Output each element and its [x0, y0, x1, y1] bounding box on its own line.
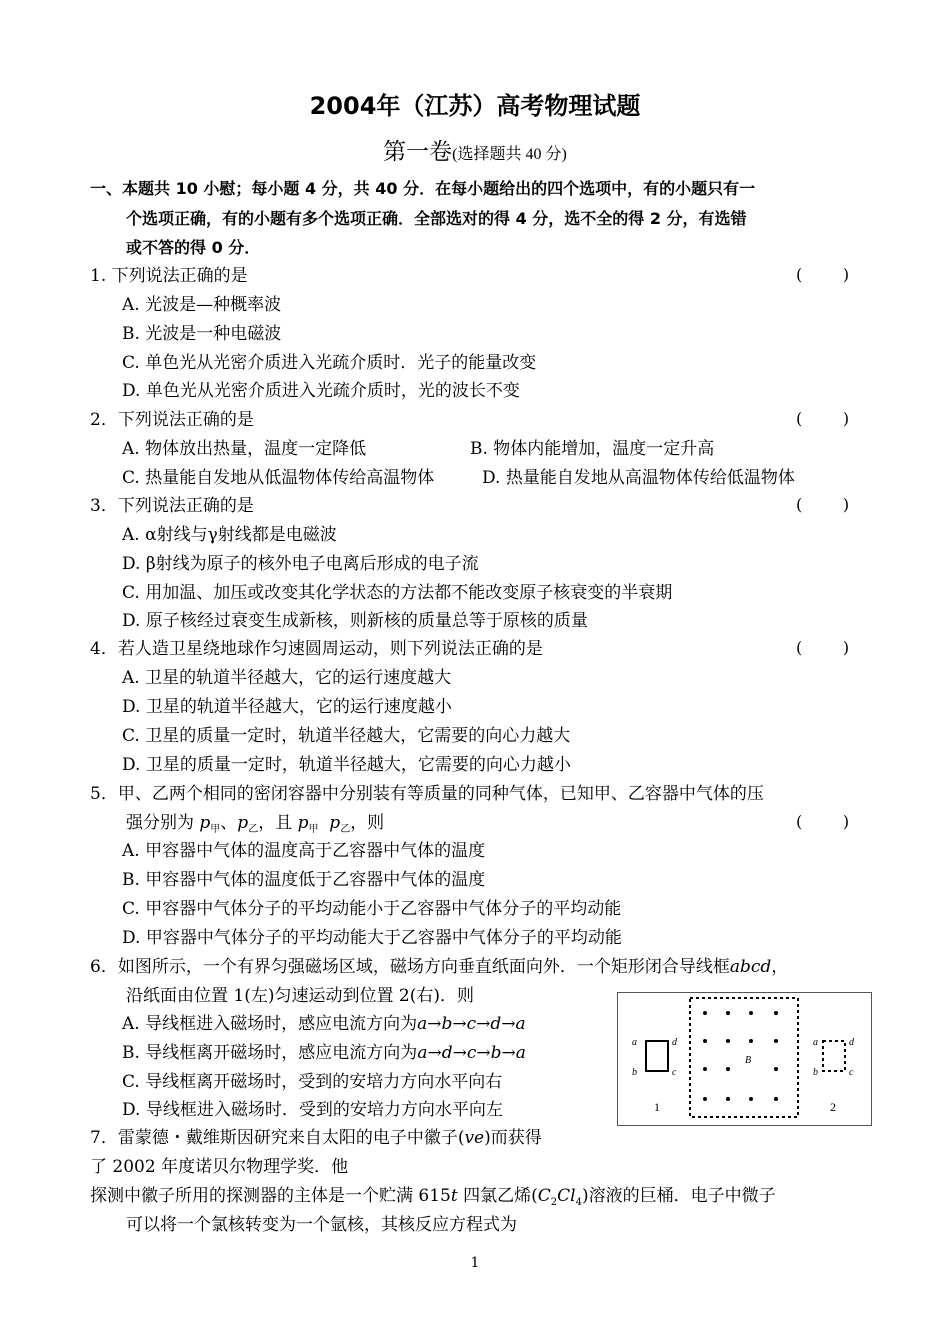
q3-option-d: D. 原子核经过衰变生成新核，则新核的质量总等于原核的质量	[122, 611, 588, 631]
q7-unit-t: t	[450, 1186, 458, 1206]
subscript-yi: 乙	[248, 824, 259, 835]
q2-answer-blank: ( )	[796, 409, 850, 428]
q7-line-4: 可以将一个氯核转变为一个氩核，其核反应方程式为	[126, 1215, 517, 1235]
q2-option-c: C. 热量能自发地从低温物体传给高温物体	[122, 468, 435, 488]
formula-Cl: Cl	[557, 1186, 576, 1206]
section-title-note: (选择题共 40 分)	[452, 146, 567, 163]
q6-option-b-text: B. 导线框离开磁场时，感应电流方向为	[122, 1043, 418, 1063]
q6-option-a-text: A. 导线框进入磁场时，感应电流方向为	[122, 1014, 418, 1034]
instruction-line-2: 个选项正确，有的小题有多个选项正确．全部选对的得 4 分，选不全的得 2 分，有选错	[126, 209, 747, 228]
label-position-1: 1	[654, 1100, 660, 1114]
label-b1: b	[632, 1067, 637, 1078]
formula-sub-2: 2	[550, 1197, 558, 1208]
page-number: 1	[470, 1255, 480, 1271]
q5-and: ，且	[258, 813, 293, 833]
q1-stem: 1. 下列说法正确的是	[90, 266, 248, 286]
q4-option-b: D. 卫星的轨道半径越大，它的运行速度越小	[122, 697, 452, 717]
instruction-line-3: 或不答的得 0 分．	[126, 238, 261, 257]
q1-option-a: A. 光波是—种概率波	[122, 295, 282, 315]
q6-option-c: C. 导线框离开磁场时，受到的安培力方向水平向右	[122, 1072, 503, 1092]
instruction-line-1: 一、本题共 10 小慰；每小题 4 分，共 40 分．在每小题给出的四个选项中，有的小题只有一	[90, 179, 756, 198]
q6-option-d: D. 导线框进入磁场时．受到的安培力方向水平向左	[122, 1100, 503, 1120]
label-position-2: 2	[830, 1100, 836, 1114]
q4-option-d: D. 卫星的质量一定时，轨道半径越大，它需要的向心力越小	[122, 755, 571, 775]
frame-abcd: abcd	[729, 957, 772, 977]
label-a2: a	[813, 1037, 818, 1048]
loop-position-2	[823, 1041, 845, 1071]
p-symbol: p	[329, 813, 341, 833]
q2-option-b: B. 物体内能增加，温度一定升高	[470, 439, 715, 459]
label-c2: c	[849, 1067, 854, 1078]
q3-option-b: D. β射线为原子的核外电子电离后形成的电子流	[122, 554, 479, 574]
q5-option-d: D. 甲容器中气体分子的平均动能大于乙容器中气体分子的平均动能	[122, 928, 622, 948]
subscript-jia: 甲	[210, 824, 221, 835]
separator: 、	[220, 813, 238, 833]
formula-C: C	[537, 1186, 551, 1206]
q6-option-b	[122, 1042, 526, 1064]
q6-stem-line-2: 沿纸面由位置 1(左)匀速运动到位置 2(右)．则	[126, 986, 474, 1006]
figure-drawing	[618, 993, 871, 1125]
q5-stem: 5．甲、乙两个相同的密闭容器中分别装有等质量的同种气体，已知甲、乙容器中气体的压	[90, 784, 764, 804]
label-d1: d	[672, 1037, 677, 1048]
q4-option-c: C. 卫星的质量一定时，轨道半径越大，它需要的向心力越大	[122, 726, 571, 746]
magnetic-field-figure	[617, 992, 872, 1126]
loop-position-1	[646, 1041, 668, 1071]
p-symbol: p	[199, 813, 211, 833]
q7-line-3-end: )溶液的巨桶．电子中微子	[581, 1186, 776, 1206]
p-symbol: p	[297, 813, 309, 833]
q5-stem-line-2	[126, 812, 384, 841]
label-c1: c	[672, 1067, 677, 1078]
q6-option-a-sequence: a→b→c→d→a	[417, 1014, 526, 1034]
q5-answer-blank: ( )	[796, 812, 850, 831]
q5-option-c: C. 甲容器中气体分子的平均动能小于乙容器中气体分子的平均动能	[122, 899, 622, 919]
q7-ve: ve	[464, 1128, 485, 1148]
q7-line-1-text: 7．雷蒙德・戴维斯因研究来自太阳的电子中徽子(	[90, 1128, 465, 1148]
q2-option-a: A. 物体放出热量，温度一定降低	[122, 439, 367, 459]
subscript-jia: 甲	[308, 824, 319, 835]
q3-option-c: C. 用加温、加压或改变其化学状态的方法都不能改变原子核衰变的半衰期	[122, 583, 673, 603]
q7-line-3-text: 探测中徽子所用的探测器的主体是一个贮满 615	[90, 1186, 451, 1206]
q6-option-a	[122, 1013, 526, 1035]
q5-option-b: B. 甲容器中气体的温度低于乙容器中气体的温度	[122, 870, 486, 890]
q6-comma: ，	[771, 957, 789, 977]
q5-then: ，则	[350, 813, 385, 833]
q4-answer-blank: ( )	[796, 638, 850, 657]
p-symbol: p	[237, 813, 249, 833]
q3-stem: 3．下列说法正确的是	[90, 496, 254, 516]
q3-answer-blank: ( )	[796, 495, 850, 514]
label-B: B	[745, 1055, 752, 1066]
q2-stem: 2．下列说法正确的是	[90, 410, 254, 430]
q1-option-b: B. 光波是一种电磁波	[122, 324, 282, 344]
label-a1: a	[632, 1037, 637, 1048]
q6-option-b-sequence: a→d→c→b→a	[417, 1043, 526, 1063]
q7-line-1-end: )而获得	[484, 1128, 542, 1148]
field-dots	[703, 1011, 778, 1101]
q1-option-c: C. 单色光从光密介质进入光疏介质时．光子的能量改变	[122, 353, 537, 373]
q5-option-a: A. 甲容器中气体的温度高于乙容器中气体的温度	[122, 841, 486, 861]
q3-option-a: A. α射线与γ射线都是电磁波	[122, 525, 337, 545]
q4-option-a: A. 卫星的轨道半径越大，它的运行速度越大	[122, 668, 452, 688]
q7-line-3-mid: 四氯乙烯(	[457, 1186, 538, 1206]
q7-line-2: 了 2002 年度诺贝尔物理学奖．他	[90, 1157, 349, 1177]
label-b2: b	[813, 1067, 818, 1078]
q6-stem	[90, 956, 788, 978]
label-d2: d	[849, 1037, 854, 1048]
q4-stem: 4．若人造卫星绕地球作匀速圆周运动，则下列说法正确的是	[90, 639, 543, 659]
q2-option-d: D. 热量能自发地从高温物体传给低温物体	[482, 468, 795, 488]
section-title	[0, 133, 950, 166]
q7-line-1	[90, 1127, 542, 1149]
q6-stem-text: 6．如图所示，一个有界匀强磁场区域，磁场方向垂直纸面向外．一个矩形闭合导线框	[90, 957, 730, 977]
q1-answer-blank: ( )	[796, 265, 850, 284]
page-title: 2004年（江苏）高考物理试题	[309, 92, 641, 120]
formula-sub-4: 4	[575, 1197, 582, 1208]
q7-line-3	[90, 1185, 776, 1214]
subscript-yi: 乙	[340, 824, 351, 835]
q1-option-d: D. 单色光从光密介质进入光疏介质时，光的波长不变	[122, 381, 520, 401]
q5-stem-prefix: 强分别为	[126, 813, 194, 833]
section-title-main: 第一卷	[383, 139, 453, 165]
